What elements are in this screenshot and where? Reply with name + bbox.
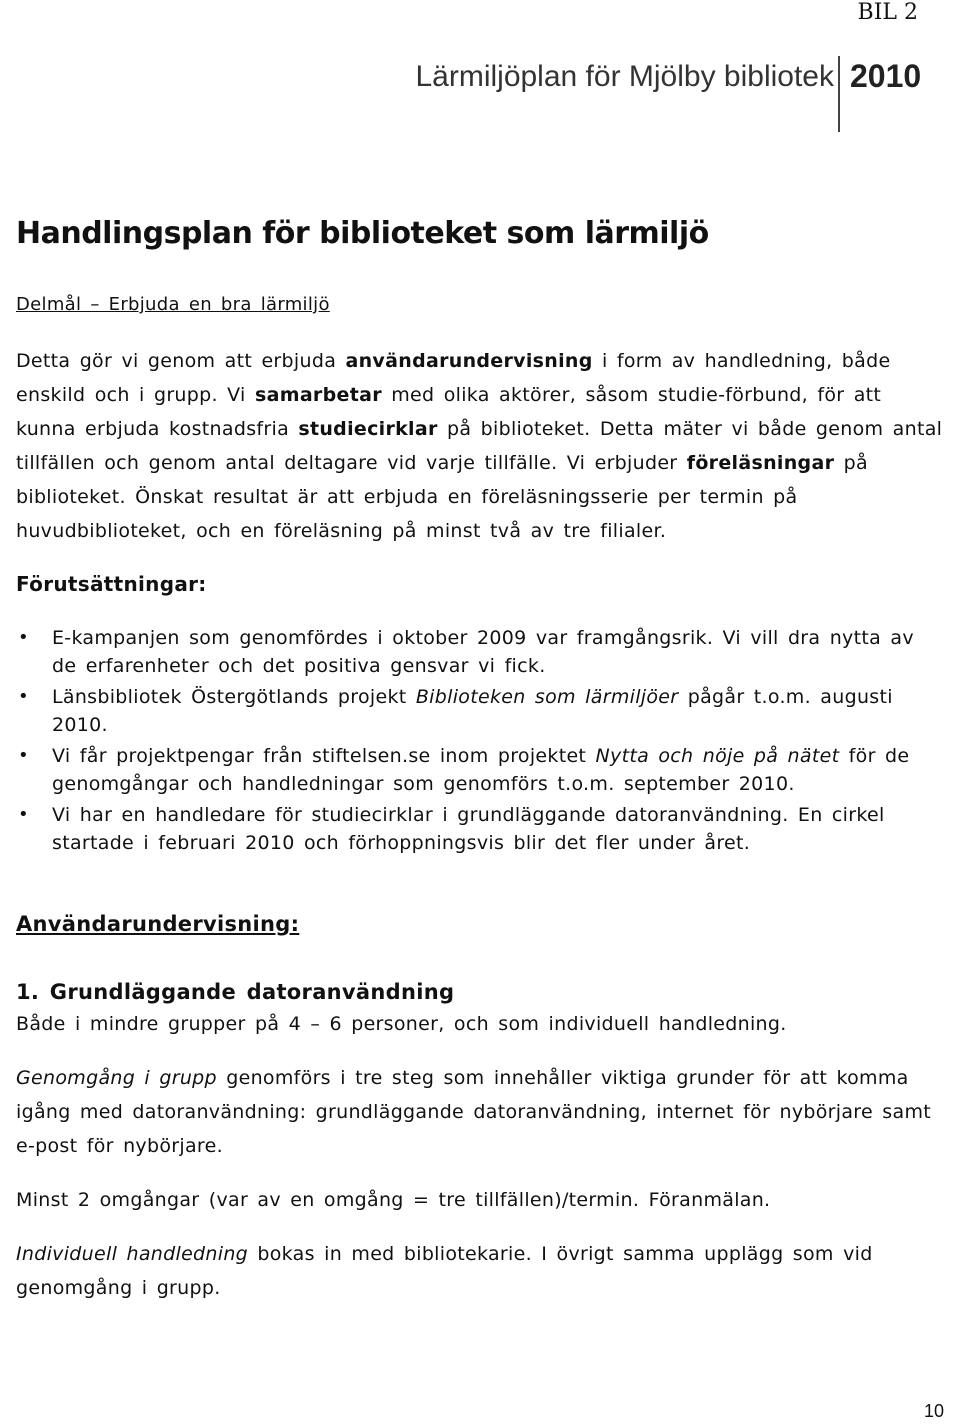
subgoal: Delmål – Erbjuda en bra lärmiljö — [16, 294, 330, 315]
appendix-label: BIL 2 — [857, 0, 918, 25]
list-item: • E-kampanjen som genomfördes i oktober 2009 var framgångsrik. Vi vill dra nytta av de erfarenheter och det positiva gensvar vi fick. — [16, 624, 946, 680]
section-1-paragraph-1: Både i mindre grupper på 4 – 6 personer, och som individuell handledning. — [16, 1013, 787, 1035]
page-heading: Handlingsplan för biblioteket som lärmiljö — [16, 216, 709, 251]
intro-paragraph: Detta gör vi genom att erbjuda användarundervisning i form av handledning, både enskild och i grupp. Vi samarbetar med olika aktörer, såsom studie-förbund, för att kunna erbjuda kostnadsfria studiecirklar på biblioteket. Detta mäter vi både genom antal tillfällen och genom antal deltagare vid varje tillfälle. Vi erbjuder föreläsningar på biblioteket. Önskat resultat är att erbjuda en föreläsningsserie per termin på huvudbiblioteket, och en föreläsning på minst två av tre filialer. — [16, 350, 943, 542]
section-1-paragraph-4: Individuell handledning bokas in med bibliotekarie. I övrigt samma upplägg som vid genomgång i grupp. — [16, 1243, 873, 1299]
header-title: Lärmiljöplan för Mjölby bibliotek — [415, 60, 834, 93]
header-divider — [838, 56, 840, 132]
section-1-title: 1. Grundläggande datoranvändning — [16, 980, 455, 1004]
document-body — [16, 214, 946, 1305]
list-item: • Vi har en handledare för studiecirklar i grundläggande datoranvändning. En cirkel startade i februari 2010 och förhoppningsvis blir det fler under året. — [16, 801, 946, 857]
section-1-paragraph-3: Minst 2 omgångar (var av en omgång = tre tillfällen)/termin. Föranmälan. — [16, 1189, 771, 1211]
user-education-heading: Användarundervisning: — [16, 912, 300, 936]
header-year: 2010 — [850, 58, 922, 94]
list-item: • Vi får projektpengar från stiftelsen.se inom projektet Nytta och nöje på nätet för de genomgångar och handledningar som genomförs t.o.m. september 2010. — [16, 742, 946, 798]
prerequisites-heading: Förutsättningar: — [16, 572, 207, 596]
prerequisites-list — [16, 624, 946, 857]
page-header — [0, 56, 960, 132]
section-1-paragraph-2: Genomgång i grupp genomförs i tre steg som innehåller viktiga grunder för att komma igång med datoranvändning: grundläggande datoranvändning, internet för nybörjare samt e-post för nybörjare. — [16, 1067, 932, 1157]
list-item: • Länsbibliotek Östergötlands projekt Biblioteken som lärmiljöer pågår t.o.m. augusti 2010. — [16, 683, 946, 739]
page-number: 10 — [923, 1401, 944, 1421]
